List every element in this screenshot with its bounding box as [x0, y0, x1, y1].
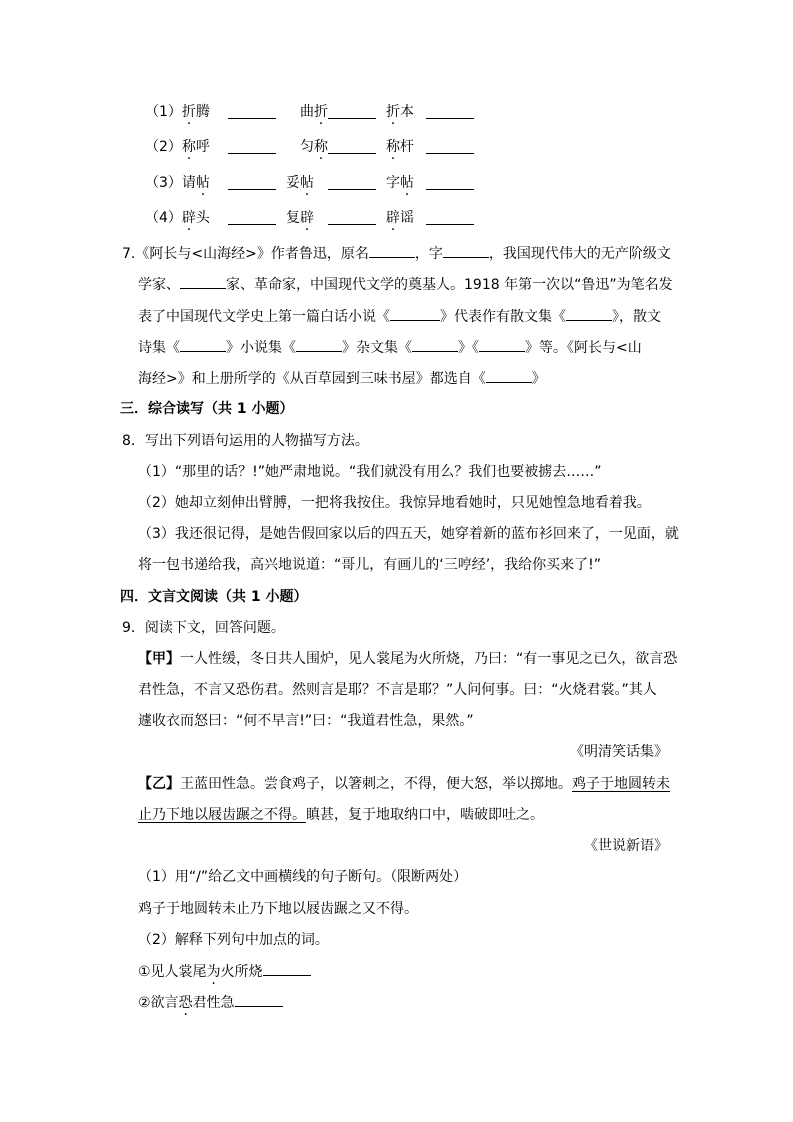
answer-blank[interactable]	[180, 337, 226, 352]
dotted-char: 称	[181, 139, 196, 155]
yi-line-2	[138, 805, 544, 825]
answer-blank[interactable]	[328, 210, 376, 225]
text: 》	[531, 371, 546, 387]
answer-blank[interactable]	[296, 337, 342, 352]
text: 》小说集《	[226, 340, 296, 356]
answer-blank[interactable]	[486, 368, 532, 383]
text: 海经>》和上册所学的《从百草园到三味书屋》都选自《	[138, 371, 486, 387]
text: 君性急	[192, 995, 235, 1011]
answer-blank[interactable]	[263, 961, 311, 976]
yi-line-1	[138, 774, 670, 794]
answer-blank[interactable]	[479, 337, 525, 352]
dotted-char: 称	[314, 139, 328, 155]
answer-blank[interactable]	[426, 175, 474, 190]
dotted-char: 为	[206, 964, 221, 980]
dotted-char: 折	[386, 104, 400, 120]
answer-blank[interactable]	[228, 139, 276, 154]
word-head: 曲	[300, 104, 314, 120]
answer-blank[interactable]	[235, 992, 283, 1007]
word-head: 字	[386, 175, 400, 191]
text: 王蓝田性急。尝食鸡子，以箸刺之，不得，便大怒，举以掷地。	[180, 776, 572, 792]
q6-row-3-word-2	[286, 173, 314, 193]
word-head: 请	[181, 175, 196, 191]
text: 诗集《	[138, 340, 180, 356]
q6-row-2-word-2	[300, 137, 328, 157]
sub-question-2: （2）解释下列句中加点的词。	[138, 932, 329, 948]
answer-blank[interactable]	[228, 210, 276, 225]
q6-row-3-word-3	[386, 173, 414, 193]
answer-blank[interactable]	[566, 306, 612, 321]
q7-line-5	[138, 368, 546, 389]
jia-line-1	[138, 649, 677, 669]
answer-blank[interactable]	[328, 104, 376, 119]
q8-sentence-1: （1）“那里的话？!”她严肃地说。“我们就没有用么？我们也要被掳去……”	[138, 464, 602, 480]
word-tail: 杆	[400, 139, 414, 155]
q6-row-4	[145, 208, 210, 228]
jia-tag: 【甲】	[138, 651, 180, 667]
row-number: （4）	[145, 210, 182, 226]
text: 一人性缓，冬日共人围炉，见人裳尾为火所烧，乃曰：“有一事见之已久，欲言恐	[180, 651, 678, 667]
source-citation: 《明清笑话集》	[570, 744, 668, 760]
word-head: 复	[286, 210, 300, 226]
answer-blank[interactable]	[369, 243, 415, 258]
sub-question-1: （1）用“/”给乙文中画横线的句子断句。（限断两处）	[138, 869, 468, 885]
q6-row-2-word-3	[386, 137, 414, 157]
text: ，我国现代伟大的无产阶级文	[488, 246, 671, 262]
word-head: 妥	[286, 175, 300, 191]
text: 火所烧	[220, 964, 263, 980]
dotted-char: 帖	[195, 175, 210, 191]
answer-blank[interactable]	[228, 175, 276, 190]
dotted-char: 称	[386, 139, 400, 155]
dotted-char: 辟	[181, 210, 196, 226]
text: 》杂文集《	[342, 340, 412, 356]
dotted-char: 折	[181, 104, 196, 120]
q7-line-2	[138, 274, 673, 295]
sub-question-1-sentence: 鸡子于地圆转未止乃下地以屐齿蹍之又不得。	[138, 901, 418, 917]
dotted-char: 辟	[300, 210, 314, 226]
word-item-2	[138, 992, 283, 1013]
text: ①见人裳尾	[138, 964, 207, 980]
word-head: 匀	[300, 139, 314, 155]
answer-blank[interactable]	[412, 337, 458, 352]
word-tail: 呼	[195, 139, 210, 155]
word-tail: 头	[195, 210, 210, 226]
answer-blank[interactable]	[390, 306, 440, 321]
row-number: （3）	[145, 175, 182, 191]
text: ，字	[414, 246, 443, 262]
text: 》，散文	[612, 309, 661, 325]
q7-line-3	[138, 306, 661, 327]
dotted-char: 辟	[386, 210, 400, 226]
answer-blank[interactable]	[328, 175, 376, 190]
q6-row-4-word-2	[286, 208, 314, 228]
q6-row-1-word-3	[386, 102, 414, 122]
row-number: （1）	[145, 104, 182, 120]
row-number: （2）	[145, 139, 182, 155]
jia-line-2: 君性急，不言又恐伤君。然则言是耶？不言是耶？”人问何事。曰：“火烧君裳。”其人	[138, 682, 657, 698]
q9-stem: 9．阅读下文，回答问题。	[122, 620, 285, 636]
dotted-char: 折	[314, 104, 328, 120]
word-tail: 谣	[400, 210, 414, 226]
q8-sentence-3a: （3）我还很记得，是她告假回家以后的四五天，她穿着新的蓝布衫回来了，一见面，就	[138, 526, 679, 542]
q8-sentence-3b: 将一包书递给我，高兴地说道：“哥儿，有画儿的‘三哼经’，我给你买来了!”	[138, 557, 602, 573]
text: 》等。《阿长与<山	[525, 340, 642, 356]
q8-sentence-2: （2）她却立刻伸出臂膊，一把将我按住。我惊异地看她时，只见她惶急地看着我。	[138, 495, 651, 511]
q8-stem: 8．写出下列语句运用的人物描写方法。	[122, 433, 369, 449]
text: 表了中国现代文学史上第一篇白话小说《	[138, 309, 390, 325]
answer-blank[interactable]	[180, 274, 226, 289]
word-item-1	[138, 961, 311, 982]
section-title: 四．文言文阅读（共 1 小题）	[120, 589, 308, 605]
q7-line-4	[138, 337, 642, 358]
jia-line-3: 遽收衣而怒曰：“何不早言!”曰：“我道君性急，果然。”	[138, 713, 474, 729]
text: 学家、	[138, 277, 180, 293]
answer-blank[interactable]	[328, 139, 376, 154]
text: 家、革命家，中国现代文学的奠基人。1918 年第一次以“鲁迅”为笔名发	[226, 277, 673, 293]
underlined-text: 止乃下地以屐齿蹍之不得。	[138, 807, 306, 823]
answer-blank[interactable]	[426, 139, 474, 154]
section-title: 三．综合读写（共 1 小题）	[120, 401, 294, 417]
dotted-char: 帖	[300, 175, 314, 191]
text: ②欲言	[138, 995, 179, 1011]
dotted-char: 恐	[178, 995, 193, 1011]
underlined-text: 鸡子于地圆转未	[572, 776, 670, 792]
word-tail: 腾	[195, 104, 210, 120]
dotted-char: 帖	[400, 175, 414, 191]
yi-tag: 【乙】	[138, 776, 180, 792]
answer-blank[interactable]	[426, 210, 474, 225]
q6-row-4-word-3	[386, 208, 414, 228]
answer-blank[interactable]	[426, 104, 474, 119]
source-citation: 《世说新语》	[584, 838, 668, 854]
q6-row-2	[145, 137, 210, 157]
text: 》代表作有散文集《	[440, 309, 566, 325]
answer-blank[interactable]	[443, 243, 489, 258]
q7-line-1	[122, 243, 671, 264]
answer-blank[interactable]	[228, 104, 276, 119]
q6-row-1	[145, 102, 210, 122]
text: 瞋甚，复于地取纳口中，啮破即吐之。	[306, 807, 544, 823]
text: 》《	[458, 340, 479, 356]
q6-row-3	[145, 173, 210, 193]
q6-row-1-word-2	[300, 102, 328, 122]
word-tail: 本	[400, 104, 414, 120]
text: 7.《阿长与<山海经>》作者鲁迅，原名	[122, 246, 369, 262]
